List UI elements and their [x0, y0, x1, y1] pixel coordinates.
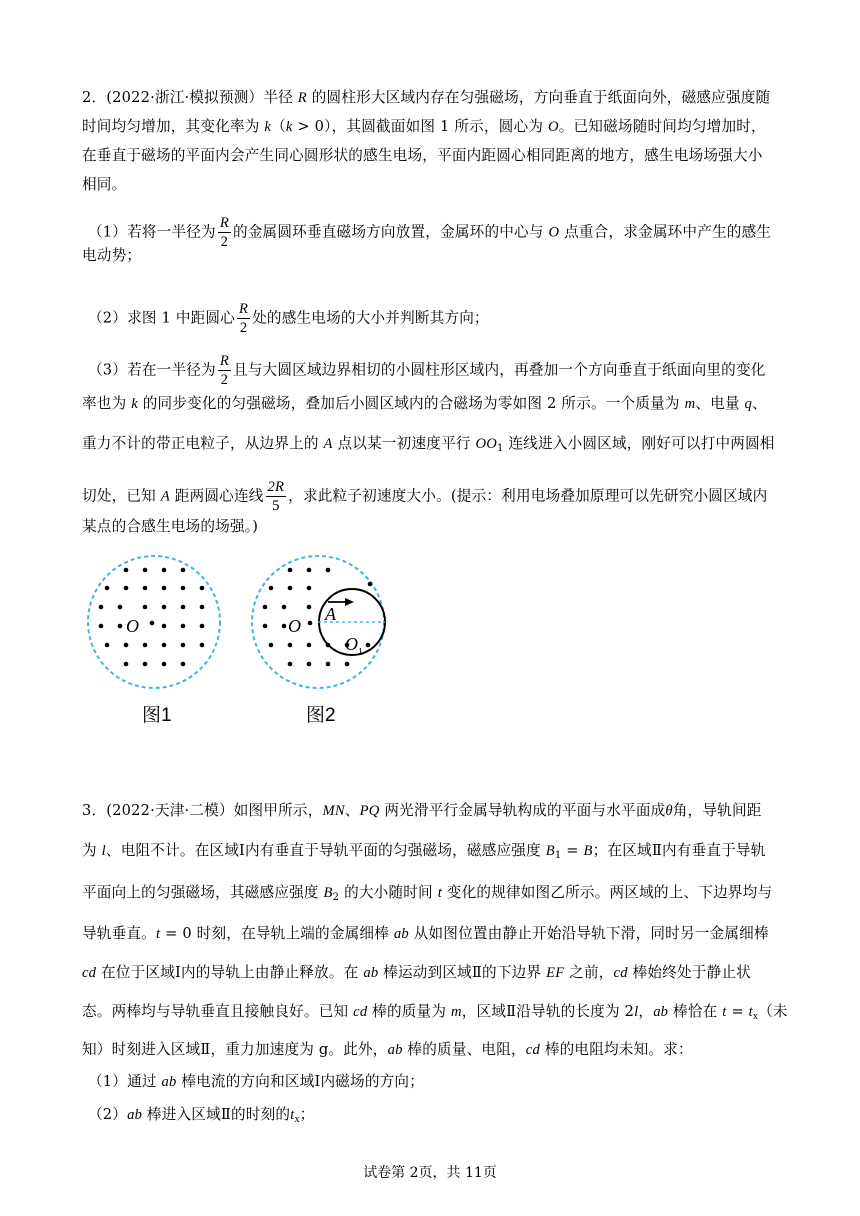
center-o-label: O — [288, 616, 301, 636]
center-o1-subscript: 1 — [358, 647, 363, 658]
q3-line-1: 3．(2022·天津·二模）如图甲所示，MN、PQ 两光滑平行金属导轨构成的平面与水平面成θ角，导轨间距 — [82, 802, 762, 819]
q2-line-3: 在垂直于磁场的平面内会产生同心圆形状的感生电场，平面内距圆心相同距离的地方，感生电场场强大小 — [82, 147, 763, 164]
q2-part-3-line-3: 重力不计的带正电粒子，从边界上的 A 点以某一初速度平行 $OO_1$ 连线进入小圆区域，刚好可以打中两圆相 — [82, 435, 775, 454]
q2-line-4: 相同。 — [82, 176, 127, 193]
q2-line-2: 时间均匀增加，其变化率为 k（k > 0），其圆截面如图 1 所示，圆心为 O。已知磁场随时间均匀增加时， — [82, 118, 766, 135]
q3-part-2: （2）ab 棒进入区域Ⅱ的时刻的$t_x$； — [88, 1106, 315, 1125]
q2-part-3-line-2: 率也为 k 的同步变化的匀强磁场，叠加后小圆区域内的合磁场为零如图 2 所示。一个质量为 m、电量 q、 — [82, 395, 767, 412]
q2-part-1-cont: 电动势； — [82, 247, 142, 264]
q3-line-6: 态。两棒均与导轨垂直且接触良好。已知 cd 棒的质量为 m，区域Ⅱ沿导轨的长度为 2l，ab 棒恰在 $t = t_x$（未 — [82, 1003, 788, 1022]
magnetic-field-dots — [99, 568, 205, 667]
page-footer: 试卷第 2页，共 11页 — [363, 1165, 497, 1181]
fraction-r-over-2: $\frac{R}{2}$ — [239, 301, 249, 336]
q3-line-3: 平面向上的匀强磁场，其磁感应强度 $B_2$ 的大小随时间 t 变化的规律如图乙所示。两区域的上、下边界均与 — [82, 884, 773, 903]
arrow-head-icon — [345, 598, 354, 606]
q3-line-7: 知）时刻进入区域Ⅱ，重力加速度为 g。此外，ab 棒的质量、电阻，cd 棒的电阻均未知。求： — [82, 1041, 693, 1058]
q2-line-1: 2．(2022·浙江·模拟预测）半径 R 的圆柱形大区域内存在匀强磁场，方向垂直于纸面向外，磁感应强度随 — [82, 89, 771, 106]
figure-1 — [88, 556, 220, 688]
figure-magnetic-regions — [84, 552, 414, 736]
q3-line-5: cd 在位于区域Ⅰ内的导轨上由静止释放。在 ab 棒运动到区域Ⅱ的下边界 EF 之前，cd 棒始终处于静止状 — [82, 964, 751, 981]
q2-part-1: （1）若将一半径为 $\frac{R}{2}$ 的金属圆环垂直磁场方向放置，金属环的中心与 O 点重合，求金属环中产生的感生 — [88, 215, 772, 250]
figure-2-caption: 图2 — [306, 705, 336, 726]
q2-part-3-line-4: 切处，已知 A 距两圆心连线 $\frac{2R}{5}$ ，求此粒子初速度大小。(提示：利用电场叠加原理可以先研究小圆区域内 — [82, 479, 768, 514]
q2-part-2: （2）求图 1 中距圆心 $\frac{R}{2}$ 处的感生电场的大小并判断其方向； — [88, 301, 489, 336]
fraction-2r-over-5: $\frac{2R}{5}$ — [267, 479, 285, 514]
fraction-r-over-2: $\frac{R}{2}$ — [219, 353, 229, 388]
center-o1-label: O — [345, 634, 358, 654]
q3-line-4: 导轨垂直。t = 0 时刻，在导轨上端的金属细棒 ab 从如图位置由静止开始沿导轨下滑，同时另一金属细棒 — [82, 925, 769, 942]
figure-diagram — [84, 552, 414, 732]
point-a-label: A — [325, 604, 336, 624]
q2-part-3: （3）若在一半径为 $\frac{R}{2}$ 且与大圆区域边界相切的小圆柱形区域内，再叠加一个方向垂直于纸面向里的变化 — [88, 353, 766, 388]
q3-line-2: 为 l、电阻不计。在区域Ⅰ内有垂直于导轨平面的匀强磁场，磁感应强度 $B_1 = B$；在区域Ⅱ内有垂直于导轨 — [82, 842, 766, 861]
center-o-label: O — [126, 616, 139, 636]
q2-part-3-line-5: 某点的合感生电场的场强。) — [82, 518, 259, 535]
q3-part-1: （1）通过 ab 棒电流的方向和区域Ⅰ内磁场的方向； — [88, 1073, 425, 1090]
figure-2 — [252, 556, 385, 688]
fraction-r-over-2: $\frac{R}{2}$ — [219, 215, 229, 250]
figure-1-caption: 图1 — [142, 705, 172, 726]
